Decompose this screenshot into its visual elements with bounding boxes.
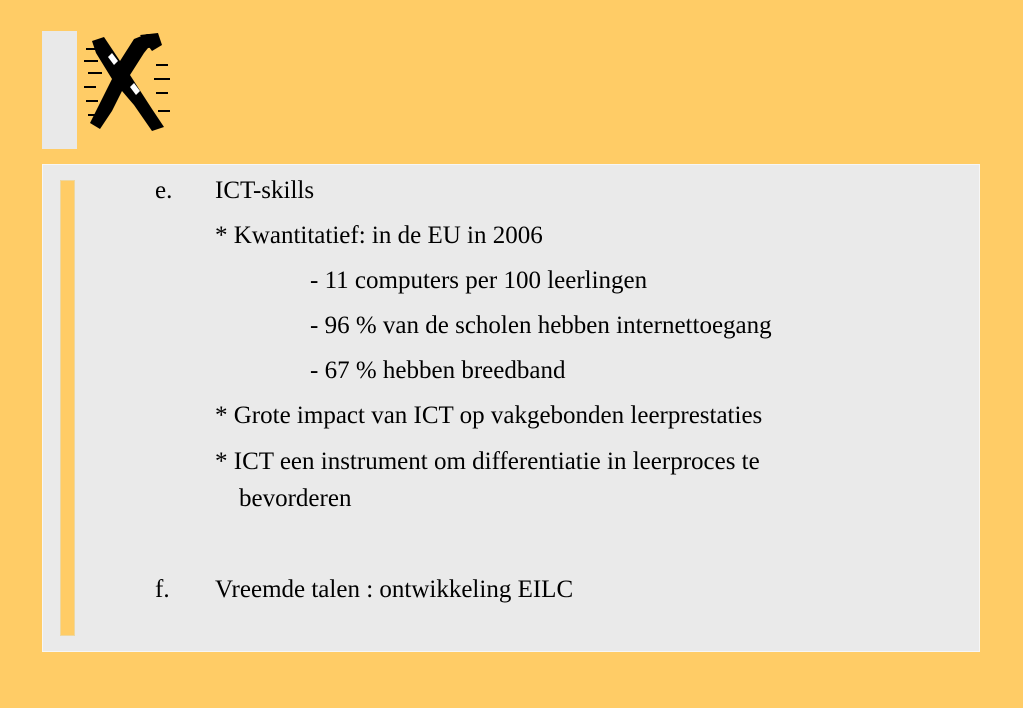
item-marker-e: e. <box>155 177 173 204</box>
item-marker-f: f. <box>155 576 170 603</box>
item-computers: - 11 computers per 100 leerlingen <box>310 267 648 294</box>
item-ict-instrument-continued: bevorderen <box>239 485 352 512</box>
item-ict-skills: ICT-skills <box>215 177 315 204</box>
item-internettoegang: - 96 % van de scholen hebben internettoegang <box>310 312 772 339</box>
item-vreemde-talen: Vreemde talen : ontwikkeling EILC <box>215 576 574 603</box>
flemish-lion-emblem-icon <box>82 31 172 133</box>
panel-accent-bar <box>60 180 75 636</box>
logo-strip <box>42 31 77 149</box>
item-breedband: - 67 % hebben breedband <box>310 357 566 384</box>
item-ict-instrument: * ICT een instrument om differentiatie in leerproces te <box>215 448 760 475</box>
item-grote-impact: * Grote impact van ICT op vakgebonden leerprestaties <box>215 402 763 429</box>
item-kwantitatief: * Kwantitatief: in de EU in 2006 <box>215 222 543 249</box>
